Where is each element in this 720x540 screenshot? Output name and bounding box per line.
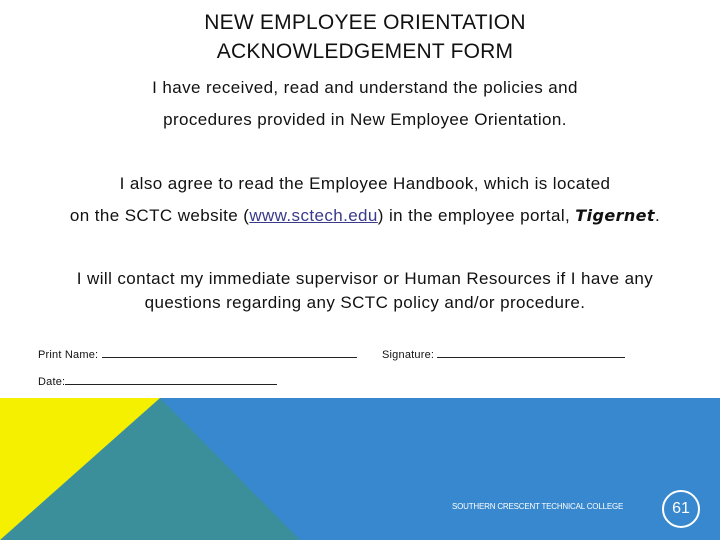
paragraph-3-line-1: I will contact my immediate supervisor or Human Resources if I have any	[76, 269, 654, 288]
paragraph-2-suffix: .	[654, 206, 661, 225]
website-link[interactable]: www.sctech.edu	[249, 206, 378, 225]
title-line-1: NEW EMPLOYEE ORIENTATION	[204, 11, 526, 34]
page-number: 61	[662, 490, 700, 528]
paragraph-2-middle: ) in the employee portal,	[377, 206, 576, 225]
date-line[interactable]	[65, 375, 277, 385]
signature-line[interactable]	[437, 348, 625, 358]
print-name-label: Print Name:	[38, 349, 99, 361]
print-name-line[interactable]	[102, 348, 357, 358]
signature-field	[382, 348, 625, 361]
print-name-field	[38, 348, 357, 361]
signature-label: Signature:	[382, 349, 435, 361]
portal-name: Tigernet	[575, 206, 655, 225]
date-field	[38, 375, 277, 388]
paragraph-2-prefix: on the SCTC website (	[69, 206, 250, 225]
paragraph-2-line-2	[0, 206, 720, 226]
date-label: Date:	[38, 376, 66, 388]
title-line-2: ACKNOWLEDGEMENT FORM	[216, 40, 514, 63]
college-name: SOUTHERN CRESCENT TECHNICAL COLLEGE	[452, 502, 624, 511]
paragraph-1-line-1: I have received, read and understand the policies and	[152, 78, 578, 97]
white-shelf	[515, 394, 720, 398]
paragraph-1-line-2: procedures provided in New Employee Orientation.	[163, 110, 567, 129]
paragraph-2-line-1: I also agree to read the Employee Handbook, which is located	[119, 174, 611, 193]
paragraph-3-line-2: questions regarding any SCTC policy and/or procedure.	[144, 293, 586, 312]
